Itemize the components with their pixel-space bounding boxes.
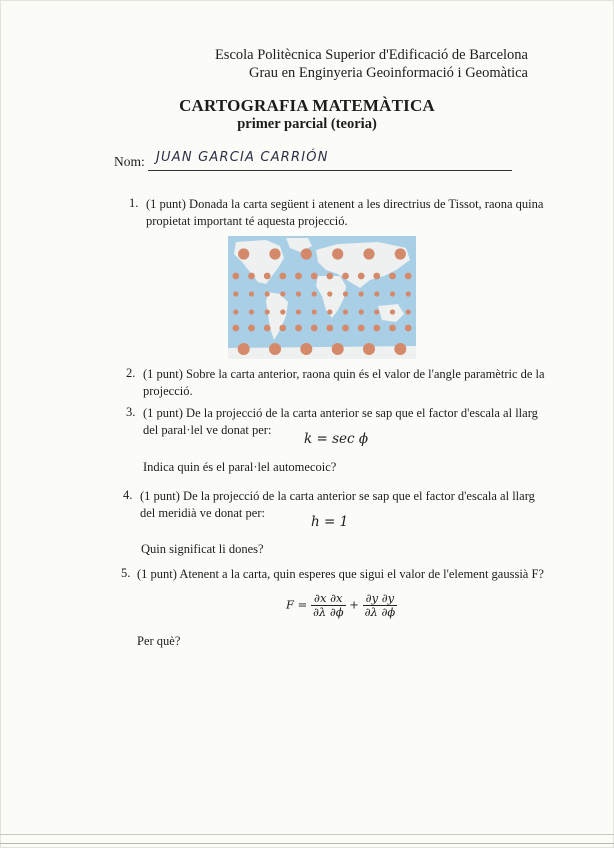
- q5-fraction-2-num: ∂y ∂y: [363, 592, 398, 606]
- tissot-indicatrix: [312, 309, 317, 314]
- q2-line1: (1 punt) Sobre la carta anterior, raona quin és el valor de l'angle paramètric de la: [143, 367, 545, 381]
- tissot-indicatrix: [279, 325, 286, 332]
- exam-subtitle: primer parcial (teoria): [237, 116, 377, 132]
- tissot-indicatrix: [342, 325, 349, 332]
- tissot-indicatrix: [373, 273, 380, 280]
- tissot-indicatrix: [233, 309, 238, 314]
- tissot-indicatrix: [390, 291, 395, 296]
- q5-fraction-1-den: ∂λ ∂ϕ: [312, 605, 344, 619]
- q3-line1: (1 punt) De la projecció de la carta anterior se sap que el factor d'escala al llarg: [143, 406, 538, 420]
- tissot-indicatrix: [358, 273, 365, 280]
- q5-formula-lhs: F =: [286, 597, 308, 612]
- tissot-indicatrix: [248, 325, 255, 332]
- tissot-indicatrix: [280, 291, 285, 296]
- tissot-map: [228, 236, 416, 359]
- q3-number: 3.: [126, 405, 136, 419]
- tissot-indicatrix: [390, 309, 395, 314]
- tissot-indicatrix: [233, 291, 238, 296]
- degree-name: Grau en Enginyeria Geoinformació i Geomàtica: [248, 65, 528, 81]
- q3-line2: del paral·lel ve donat per:: [143, 423, 272, 437]
- tissot-indicatrix: [363, 248, 374, 259]
- tissot-indicatrix: [374, 291, 379, 296]
- tissot-indicatrix: [342, 273, 349, 280]
- q4-followup: Quin significat li dones?: [141, 542, 264, 556]
- q4-formula: h = 1: [311, 514, 349, 530]
- scan-edge-line: [0, 834, 614, 835]
- tissot-indicatrix: [312, 291, 317, 296]
- tissot-indicatrix: [343, 309, 348, 314]
- q5-number: 5.: [121, 566, 131, 580]
- tissot-indicatrix: [301, 248, 312, 259]
- tissot-indicatrix: [249, 291, 254, 296]
- tissot-indicatrix: [265, 309, 270, 314]
- tissot-indicatrix: [389, 325, 396, 332]
- school-header: [215, 46, 528, 82]
- q5-fraction-1: [311, 592, 346, 619]
- q5-fraction-2: [363, 592, 398, 619]
- tissot-indicatrix: [248, 273, 255, 280]
- antarctica: [228, 346, 416, 359]
- tissot-indicatrix: [343, 291, 348, 296]
- q5-fraction-1-num: ∂x ∂x: [311, 592, 346, 606]
- tissot-indicatrix: [358, 325, 365, 332]
- tissot-indicatrix: [269, 248, 280, 259]
- tissot-indicatrix: [280, 309, 285, 314]
- tissot-indicatrix: [265, 291, 270, 296]
- q1-text: [146, 196, 543, 230]
- scan-edge-line-2: [0, 843, 614, 844]
- tissot-indicatrix: [326, 273, 333, 280]
- tissot-indicatrix: [332, 248, 343, 259]
- tissot-indicatrix: [373, 325, 380, 332]
- tissot-indicatrix: [406, 309, 411, 314]
- tissot-indicatrix: [232, 325, 239, 332]
- q5-formula: [286, 592, 397, 619]
- tissot-indicatrix: [295, 273, 302, 280]
- tissot-indicatrix: [238, 343, 250, 355]
- tissot-indicatrix: [264, 325, 271, 332]
- tissot-indicatrix: [279, 273, 286, 280]
- tissot-indicatrix: [406, 291, 411, 296]
- tissot-indicatrix: [249, 309, 254, 314]
- name-handwritten[interactable]: JUAN GARCIA CARRIÓN: [156, 150, 329, 165]
- q5-text: (1 punt) Atenent a la carta, quin esperes que sigui el valor de l'element gaussià F?: [137, 567, 544, 581]
- tissot-indicatrix: [359, 309, 364, 314]
- tissot-indicatrix: [327, 291, 332, 296]
- tissot-indicatrix: [238, 248, 249, 259]
- tissot-indicatrix: [269, 343, 281, 355]
- tissot-indicatrix: [363, 343, 375, 355]
- exam-title: CARTOGRAFIA MATEMÀTICA: [179, 96, 435, 115]
- tissot-indicatrix: [311, 325, 318, 332]
- tissot-indicatrix: [395, 248, 406, 259]
- q2-text: [143, 366, 545, 400]
- q4-line2: del meridià ve donat per:: [140, 506, 265, 520]
- q3-formula: k = sec ϕ: [304, 431, 369, 447]
- tissot-indicatrix: [389, 273, 396, 280]
- tissot-indicatrix: [295, 325, 302, 332]
- q1-number: 1.: [129, 196, 139, 210]
- tissot-indicatrix: [300, 343, 312, 355]
- tissot-indicatrix: [232, 273, 239, 280]
- q2-number: 2.: [126, 366, 136, 380]
- q4-number: 4.: [123, 488, 133, 502]
- school-name: Escola Politècnica Superior d'Edificació de Barcelona: [214, 47, 528, 63]
- q3-followup: Indica quin és el paral·lel automecoic?: [143, 460, 337, 474]
- tissot-indicatrix: [296, 291, 301, 296]
- tissot-indicatrix: [296, 309, 301, 314]
- tissot-indicatrix: [311, 273, 318, 280]
- q5-fraction-2-den: ∂λ ∂ϕ: [364, 605, 396, 619]
- q2-line2: projecció.: [143, 384, 193, 398]
- tissot-indicatrix: [332, 343, 344, 355]
- tissot-indicatrix: [327, 309, 332, 314]
- q1-line2: propietat important té aquesta projecció.: [146, 214, 348, 228]
- tissot-indicatrix: [374, 309, 379, 314]
- tissot-indicatrix: [326, 325, 333, 332]
- tissot-indicatrix: [405, 325, 412, 332]
- name-underline: [148, 170, 512, 171]
- tissot-indicatrix: [405, 273, 412, 280]
- q5-plus: +: [349, 597, 359, 612]
- tissot-indicatrix: [394, 343, 406, 355]
- name-label: Nom:: [114, 154, 145, 169]
- q5-followup: Per què?: [137, 634, 181, 648]
- tissot-indicatrix: [264, 273, 271, 280]
- mercator-map-svg: [228, 236, 416, 359]
- q1-line1: (1 punt) Donada la carta següent i atenent a les directrius de Tissot, raona quina: [146, 197, 544, 211]
- q4-line1: (1 punt) De la projecció de la carta anterior se sap que el factor d'escala al llarg: [140, 489, 535, 503]
- tissot-indicatrix: [359, 291, 364, 296]
